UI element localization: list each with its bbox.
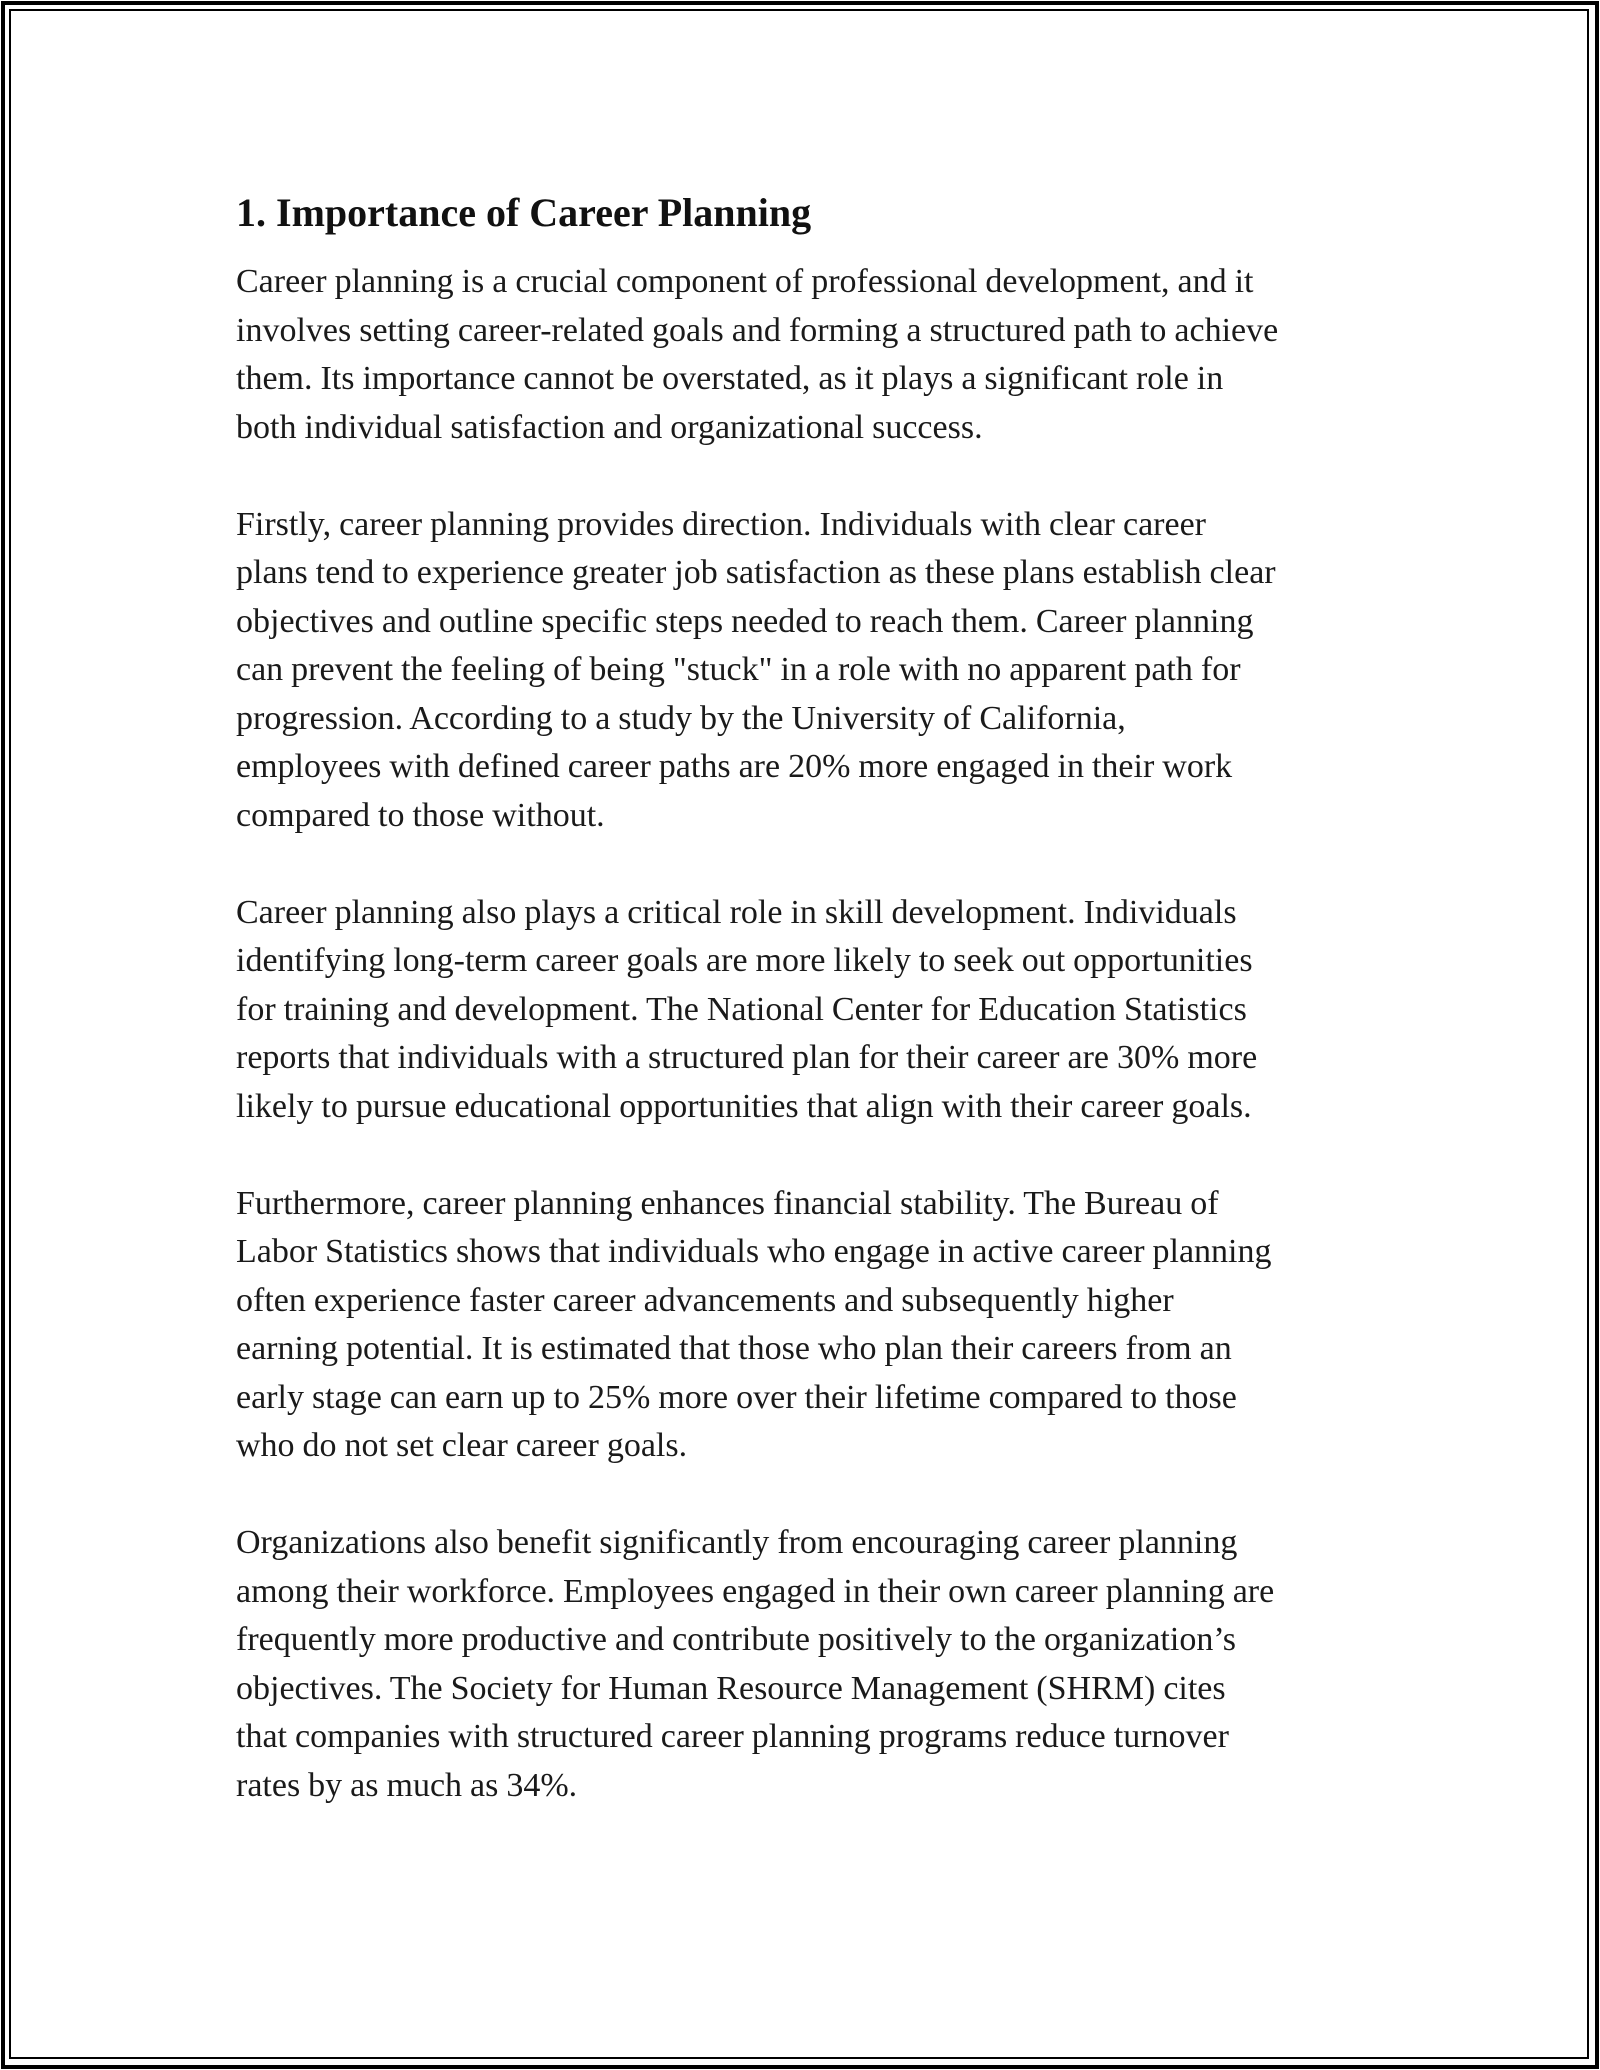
text-line: progression. According to a study by the University of California, — [236, 699, 1126, 737]
text-line: earning potential. It is estimated that those who plan their careers from an — [236, 1330, 1232, 1367]
paragraph-direction — [236, 501, 1371, 841]
text-line: early stage can earn up to 25% more over their lifetime compared to those — [236, 1378, 1237, 1416]
text-line: plans tend to experience greater job satisfaction as these plans establish clear — [236, 554, 1276, 591]
section-heading: 1. Importance of Career Planning — [236, 190, 812, 235]
text-line: employees with defined career paths are 20% more engaged in their work — [236, 748, 1233, 785]
text-line: Career planning also plays a critical role in skill development. Individuals — [236, 893, 1237, 931]
paragraph-organizations — [236, 1519, 1371, 1810]
text-line: Organizations also benefit significantly from encouraging career planning — [236, 1524, 1238, 1561]
document-body — [236, 186, 1371, 1859]
text-line: frequently more productive and contribute positively to the organization’s — [236, 1621, 1236, 1658]
text-line: both individual satisfaction and organizational success. — [236, 408, 983, 446]
text-line: that companies with structured career planning programs reduce turnover — [236, 1718, 1229, 1755]
paragraph-intro — [236, 258, 1371, 452]
text-line: Career planning is a crucial component of professional development, and it — [236, 263, 1254, 300]
text-line: Furthermore, career planning enhances financial stability. The Bureau of — [236, 1184, 1219, 1222]
text-line: compared to those without. — [236, 796, 605, 834]
paragraph-skill-development — [236, 889, 1371, 1132]
text-line: Labor Statistics shows that individuals who engage in active career planning — [236, 1233, 1272, 1270]
text-line: who do not set clear career goals. — [236, 1427, 688, 1464]
text-line: objectives. The Society for Human Resource Management (SHRM) cites — [236, 1669, 1226, 1707]
text-line: them. Its importance cannot be overstated, as it plays a significant role in — [236, 360, 1224, 397]
text-line: objectives and outline specific steps needed to reach them. Career planning — [236, 602, 1254, 640]
text-line: rates by as much as 34%. — [236, 1766, 578, 1804]
text-line: Firstly, career planning provides direction. Individuals with clear career — [236, 505, 1206, 543]
text-line: reports that individuals with a structured plan for their career are 30% more — [236, 1039, 1258, 1076]
text-line: can prevent the feeling of being "stuck" in a role with no apparent path for — [236, 651, 1241, 688]
text-line: involves setting career-related goals and forming a structured path to achieve — [236, 311, 1279, 349]
text-line: often experience faster career advancements and subsequently higher — [236, 1281, 1174, 1319]
text-line: for training and development. The National Center for Education Statistics — [236, 990, 1247, 1028]
text-line: likely to pursue educational opportunities that align with their career goals. — [236, 1087, 1252, 1125]
paragraph-financial-stability — [236, 1180, 1371, 1471]
text-line: among their workforce. Employees engaged in their own career planning are — [236, 1572, 1275, 1610]
text-line: identifying long-term career goals are more likely to seek out opportunities — [236, 942, 1253, 979]
